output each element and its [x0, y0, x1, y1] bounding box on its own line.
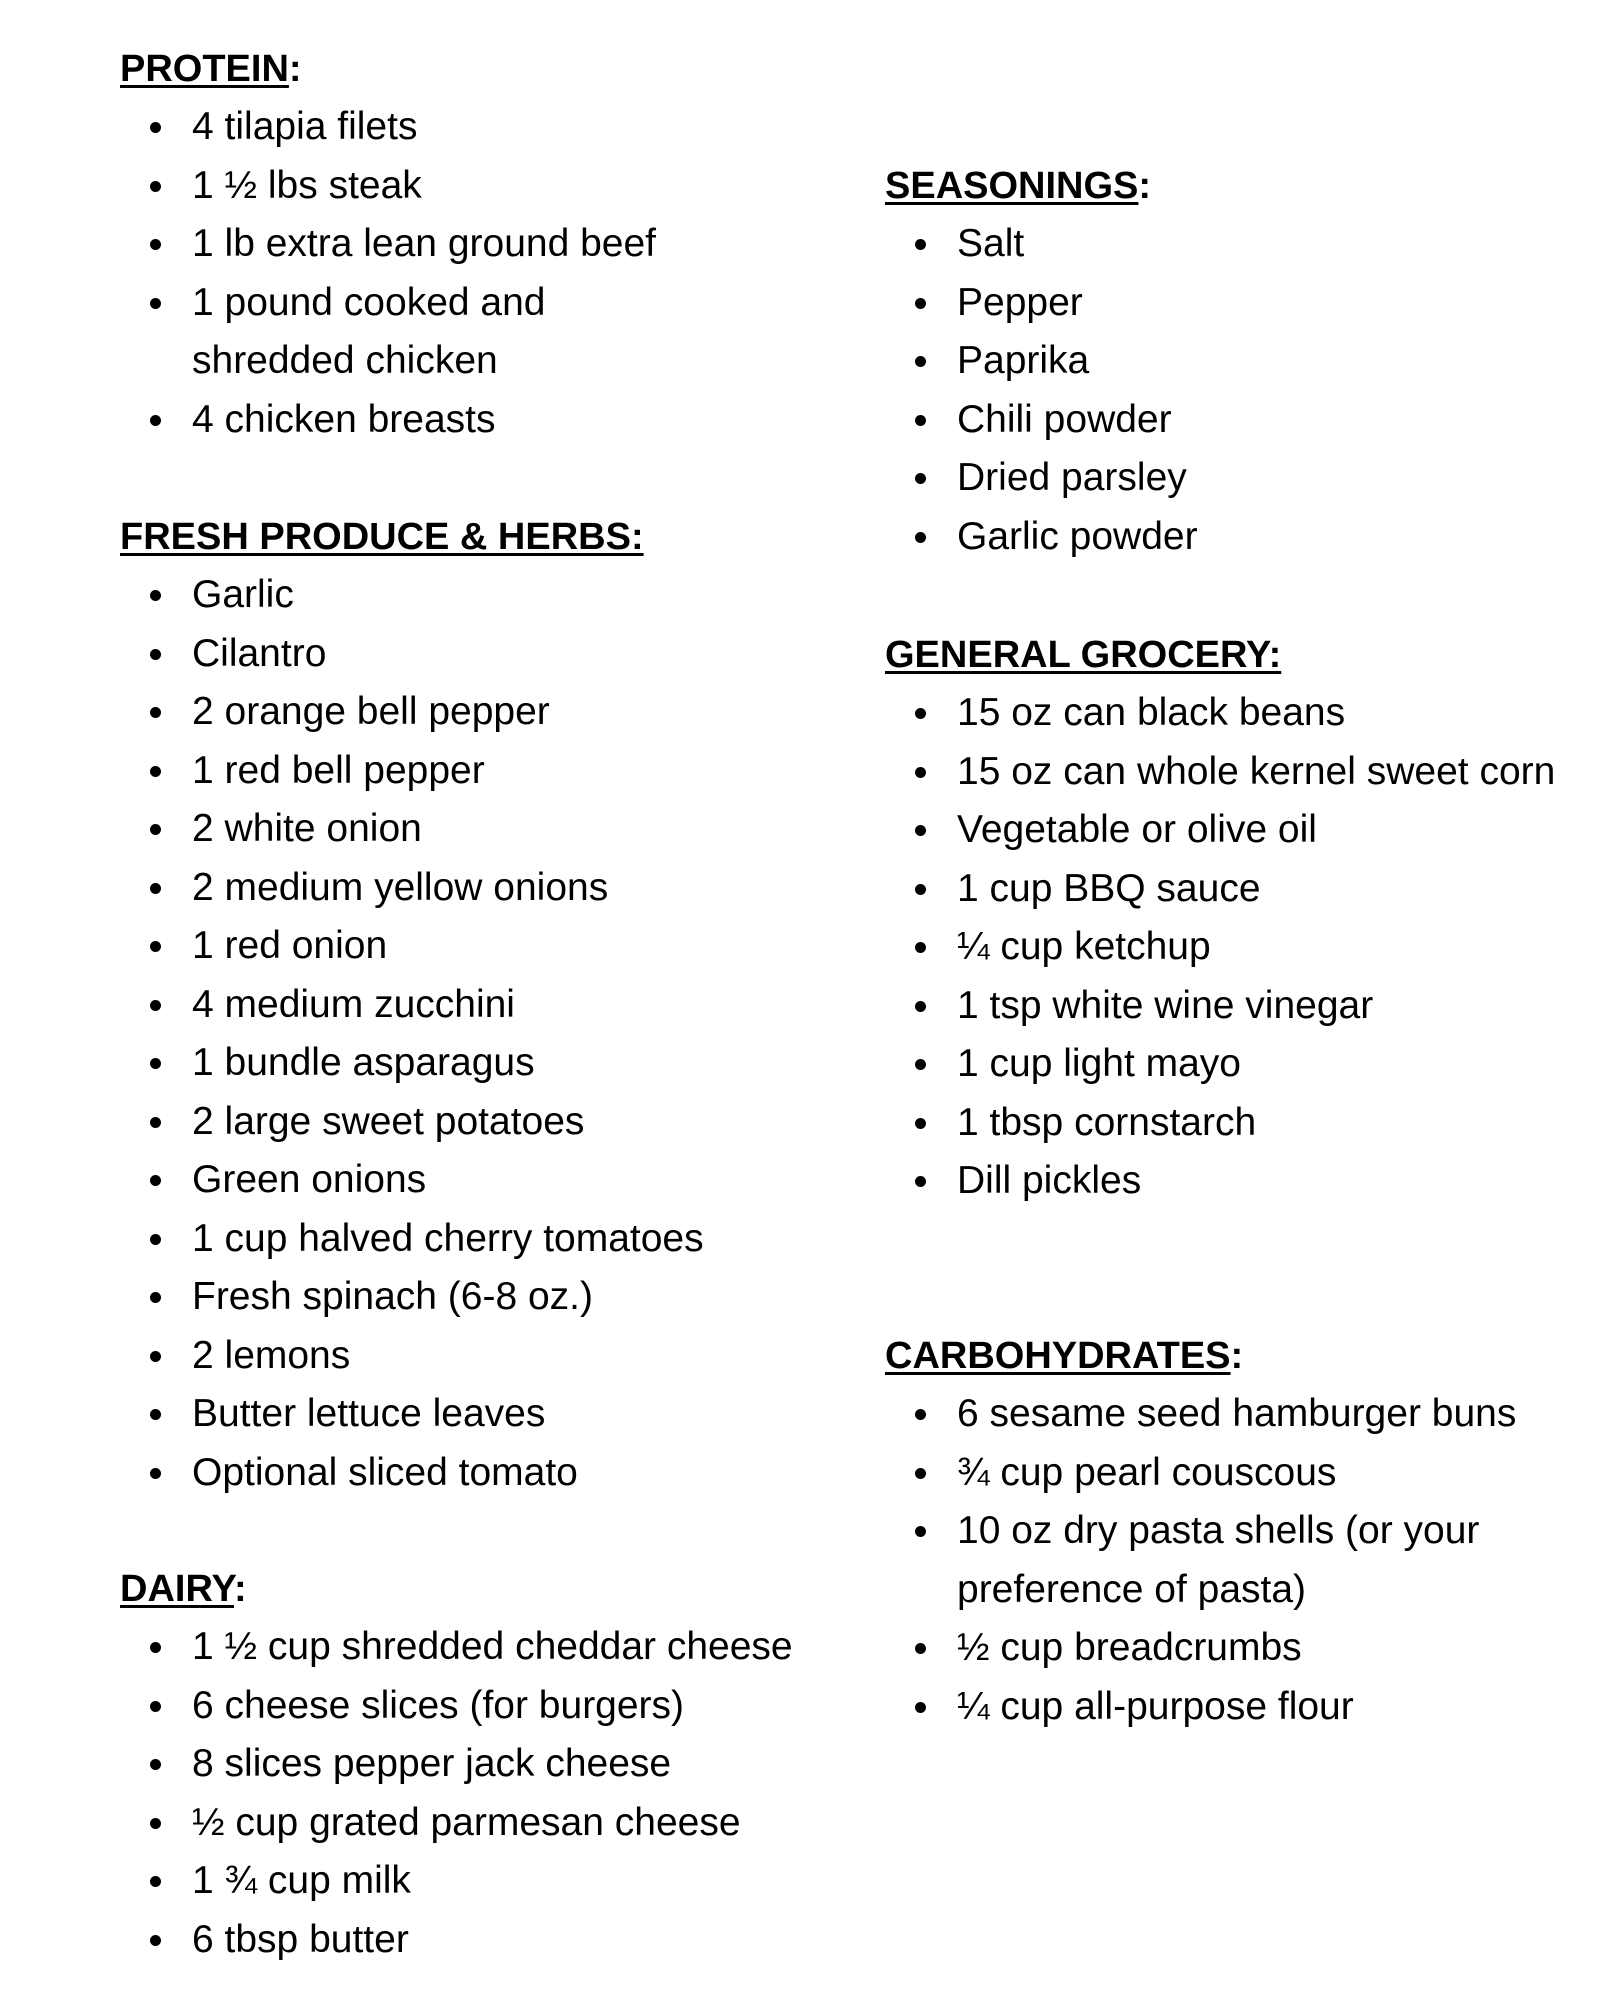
general-grocery-list	[885, 684, 1585, 1211]
list-item: ¾ cup pearl couscous	[885, 1444, 1585, 1503]
list-item: ¼ cup ketchup	[885, 918, 1585, 977]
list-item: Dried parsley	[885, 449, 1585, 508]
fresh-produce-section	[120, 508, 840, 1502]
protein-heading: PROTEIN:	[120, 48, 302, 90]
list-item: 1 cup BBQ sauce	[885, 860, 1585, 919]
fresh-produce-heading: FRESH PRODUCE & HERBS:	[120, 516, 644, 558]
dairy-section	[120, 1560, 840, 1969]
list-item: 1 ½ cup shredded cheddar cheese	[120, 1618, 840, 1677]
list-item: 15 oz can whole kernel sweet corn	[885, 743, 1585, 802]
list-item: 4 chicken breasts	[120, 391, 840, 450]
list-item: 1 lb extra lean ground beef	[120, 215, 840, 274]
list-item: 1 tbsp cornstarch	[885, 1094, 1585, 1153]
list-item: Chili powder	[885, 391, 1585, 450]
fresh-produce-list	[120, 566, 840, 1502]
dairy-list	[120, 1618, 840, 1969]
list-item: ½ cup grated parmesan cheese	[120, 1794, 840, 1853]
list-item: 1 ½ lbs steak	[120, 157, 840, 216]
list-item: 1 cup light mayo	[885, 1035, 1585, 1094]
list-item: Paprika	[885, 332, 1585, 391]
protein-section	[120, 40, 840, 449]
list-item: Optional sliced tomato	[120, 1444, 840, 1503]
list-item: Fresh spinach (6-8 oz.)	[120, 1268, 840, 1327]
list-item: Green onions	[120, 1151, 840, 1210]
carbohydrates-list	[885, 1385, 1585, 1736]
list-item: 2 orange bell pepper	[120, 683, 840, 742]
list-item: ½ cup breadcrumbs	[885, 1619, 1585, 1678]
list-item: 6 cheese slices (for burgers)	[120, 1677, 840, 1736]
seasonings-heading: SEASONINGS:	[885, 165, 1152, 207]
list-item: Garlic	[120, 566, 840, 625]
list-item: Dill pickles	[885, 1152, 1585, 1211]
list-item: 2 large sweet potatoes	[120, 1093, 840, 1152]
list-item: 2 white onion	[120, 800, 840, 859]
list-item: Butter lettuce leaves	[120, 1385, 840, 1444]
seasonings-section	[885, 157, 1585, 566]
list-item: ¼ cup all-purpose flour	[885, 1678, 1585, 1737]
general-grocery-heading: GENERAL GROCERY:	[885, 634, 1282, 676]
list-item: Vegetable or olive oil	[885, 801, 1585, 860]
list-item: 1 tsp white wine vinegar	[885, 977, 1585, 1036]
dairy-heading: DAIRY:	[120, 1568, 247, 1610]
list-item: Salt	[885, 215, 1585, 274]
list-item: 2 medium yellow onions	[120, 859, 840, 918]
list-item: Cilantro	[120, 625, 840, 684]
list-item: 1 bundle asparagus	[120, 1034, 840, 1093]
list-item: Garlic powder	[885, 508, 1585, 567]
list-item: Pepper	[885, 274, 1585, 333]
list-item: 4 medium zucchini	[120, 976, 840, 1035]
list-item: 1 red onion	[120, 917, 840, 976]
seasonings-list	[885, 215, 1585, 566]
list-item: 4 tilapia filets	[120, 98, 840, 157]
list-item: 15 oz can black beans	[885, 684, 1585, 743]
list-item: 10 oz dry pasta shells (or your preference of pasta)	[885, 1502, 1577, 1619]
list-item: 1 ¾ cup milk	[120, 1852, 840, 1911]
list-item: 1 red bell pepper	[120, 742, 840, 801]
general-grocery-section	[885, 626, 1585, 1211]
protein-list	[120, 98, 840, 449]
list-item: 2 lemons	[120, 1327, 840, 1386]
list-item: 6 tbsp butter	[120, 1911, 840, 1970]
list-item: 1 cup halved cherry tomatoes	[120, 1210, 840, 1269]
carbohydrates-heading: CARBOHYDRATES:	[885, 1335, 1244, 1377]
list-item: 8 slices pepper jack cheese	[120, 1735, 840, 1794]
list-item: 6 sesame seed hamburger buns	[885, 1385, 1585, 1444]
list-item: 1 pound cooked and shredded chicken	[120, 274, 712, 391]
carbohydrates-section	[885, 1327, 1585, 1736]
